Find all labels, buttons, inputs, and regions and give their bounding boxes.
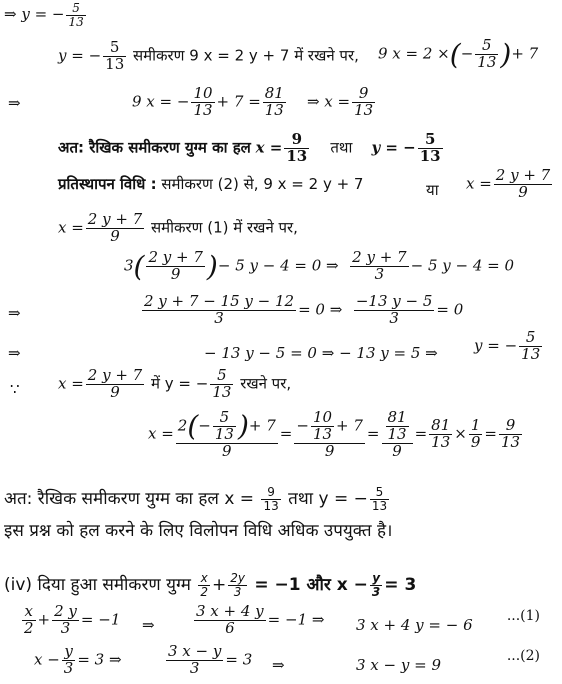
line-substitution-method: प्रतिस्थापन विधि : समीकरण (2) से, 9 x = 2 y + 7 [58,175,364,193]
fraction: $\frac{x}{2}$ [200,571,208,599]
line-eq2-result: 3 x − y = 9 [356,656,441,674]
fraction: $\frac{y}{3}$ [63,642,74,677]
line-solve-y: − 13 y − 5 = 0 ⇒ − 13 y = 5 ⇒ [204,344,438,362]
line-final-solution: अत: रैखिक समीकरण युग्म का हल x = $\frac{9}{13}$ तथा y = − $\frac{5}{13}$ [4,485,388,513]
line-eq2: x − $\frac{y}{3}$ = 3 ⇒ [34,642,122,677]
fraction: $\frac{2 y + 7}{9}$ [495,166,551,201]
line-eq1: $\frac{x}{2}$ + $\frac{2 y}{3}$ = −1 [24,602,121,637]
fraction: 2(− $\frac{5}{13}$ )+ 7 9 [177,408,276,460]
fraction: $\frac{\frac{81}{13}}{9}$ [382,410,413,459]
line-eq1-step: $\frac{3 x + 4 y}{6}$ = −1 ⇒ [196,602,325,637]
line-remark: इस प्रश्न को हल करने के लिए विलोपन विधि अधिक उपयुक्त है। [4,521,393,541]
fraction: $\frac{5}{13}$ [212,366,232,401]
line-combine: $\frac{2 y + 7 - 15 y - 12}{3}$ = 0 ⇒ $\frac{-13 y - 5}{3}$ = 0 [144,292,464,327]
line-substitute-expr: 9 x = 2 ×(− $\frac{5}{13}$ )+ 7 [378,36,539,71]
because-symbol: ∵ [10,380,20,398]
line-y-result: y = − $\frac{5}{13}$ [474,328,541,363]
fraction: $\frac{81}{13}$ [264,84,284,119]
line-eq1-result: 3 x + 4 y = − 6 [356,616,473,634]
fraction: $\frac{9}{13}$ [263,485,279,513]
fraction: $\frac{9}{13}$ [286,130,308,165]
fraction: $\frac{9}{13}$ [354,84,374,119]
fraction: $\frac{x}{2}$ [24,602,34,637]
fraction: $\frac{81}{13}$ [431,416,451,452]
equation-tag-1: ...(1) [506,608,540,624]
implies-arrow: ⇒ [8,344,21,362]
fraction: $\frac{2 y + 7}{9}$ [87,366,143,401]
fraction: $\frac{5}{13}$ [419,130,441,165]
implies-arrow: ⇒ [8,94,21,112]
fraction: $\frac{1}{9}$ [470,416,481,452]
fraction: $\frac{3 x + 4 y}{6}$ [196,602,264,637]
line-x-compute: x = 2(− $\frac{5}{13}$ )+ 7 9 = − $\frac{10}{13}$ + 7 9 = $\frac{\frac{81}{13}}{9}$ = $\frac{81}{13}$ × $\frac{1}{9}$ = $\frac{9}{13}$ [148,408,521,460]
line-part-iv: (iv) दिया हुआ समीकरण युग्म $\frac{x}{2}$ + $\frac{2y}{3}$ = −1 और x − $\frac{y}{3}$ = 3 [4,571,417,599]
line-y-value: ⇒ y = − $\frac{5}{13}$ [4,1,84,29]
fraction: $\frac{9}{13}$ [500,416,521,452]
fraction: $\frac{5}{13}$ [477,36,497,71]
fraction: $\frac{10}{13}$ [193,84,213,119]
line-put-y: x = $\frac{2 y + 7}{9}$ में y = − $\frac{5}{13}$ रखने पर, [58,366,292,401]
fraction: $\frac{5}{13}$ [68,1,84,29]
fraction: $\frac{5}{13}$ [105,38,125,73]
implies-arrow: ⇒ [142,616,155,634]
fraction: $\frac{2y}{3}$ [230,571,245,599]
line-substitute-eq1: x = $\frac{2 y + 7}{9}$ समीकरण (1) में रखने पर, [58,210,298,245]
line-solution: अत: रैखिक समीकरण युग्म का हल x = $\frac{9}{13}$ तथा y = − $\frac{5}{13}$ [58,130,441,165]
line-expand: 3( $\frac{2 y + 7}{9}$ )− 5 y − 4 = 0 ⇒ $\frac{2 y + 7}{3}$ − 5 y − 4 = 0 [124,248,515,283]
fraction: $\frac{2 y}{3}$ [54,602,77,637]
line-x-expr: x = $\frac{2 y + 7}{9}$ [466,166,551,201]
implies-arrow: ⇒ [8,304,21,322]
fraction: $\frac{3 x - y}{3}$ [168,642,222,677]
fraction: $\frac{-13 y - 5}{3}$ [355,292,433,327]
line-substitute-y: y = − $\frac{5}{13}$ समीकरण 9 x = 2 y + 7 में रखने पर, [58,38,359,73]
fraction: $\frac{y}{3}$ [371,571,381,599]
or-label: या [426,181,439,199]
fraction: $\frac{2 y + 7 - 15 y - 12}{3}$ [144,292,295,327]
implies-arrow: ⇒ [272,656,285,674]
fraction: $\frac{5}{13}$ [521,328,541,363]
line-eq2-step: $\frac{3 x - y}{3}$ = 3 [168,642,253,677]
fraction: $\frac{2 y + 7}{3}$ [352,248,407,283]
line-x-value: 9 x = − $\frac{10}{13}$ + 7 = $\frac{81}{13}$ ⇒ x = $\frac{9}{13}$ [132,84,374,119]
fraction: $\frac{2 y + 7}{9}$ [148,248,203,283]
fraction: $\frac{5}{13}$ [371,485,388,513]
fraction: − $\frac{10}{13}$ + 7 9 [296,408,363,460]
fraction: $\frac{2 y + 7}{9}$ [87,210,143,245]
equation-tag-2: ...(2) [506,648,540,664]
